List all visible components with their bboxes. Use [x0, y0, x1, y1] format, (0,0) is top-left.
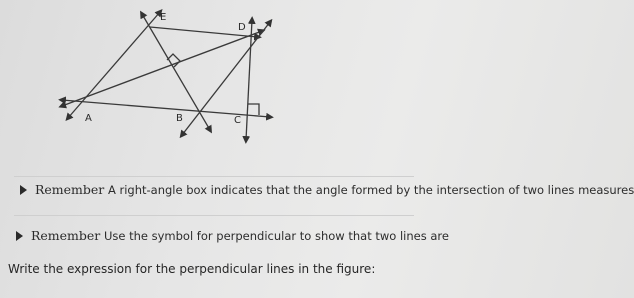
- label-c: C: [234, 115, 241, 126]
- remember-note-1: [20, 182, 634, 197]
- remember-text: A right-angle box indicates that the angle formed by the intersection of two lines measures: [107, 183, 634, 197]
- bullet-triangle-icon: [16, 231, 23, 241]
- bullet-triangle-icon: [20, 185, 27, 195]
- label-a: A: [85, 113, 92, 124]
- question-prompt: Write the expression for the perpendicular lines in the figure:: [8, 262, 376, 276]
- geometry-figure: [0, 0, 300, 150]
- remember-note-2: [16, 228, 449, 243]
- right-angle-box-2: [248, 104, 259, 115]
- line-ea: [68, 12, 160, 118]
- divider-middle: [14, 215, 414, 216]
- label-e: E: [160, 12, 167, 23]
- remember-keyword: Remember: [35, 182, 105, 197]
- remember-keyword: Remember: [31, 228, 101, 243]
- line-dc: [246, 20, 252, 140]
- divider-top: [14, 176, 414, 177]
- line-db: [182, 22, 270, 135]
- label-d: D: [238, 22, 246, 33]
- remember-text: Use the symbol for perpendicular to show that two lines are: [103, 229, 449, 243]
- line-ad: [62, 31, 262, 106]
- label-b: B: [176, 113, 183, 124]
